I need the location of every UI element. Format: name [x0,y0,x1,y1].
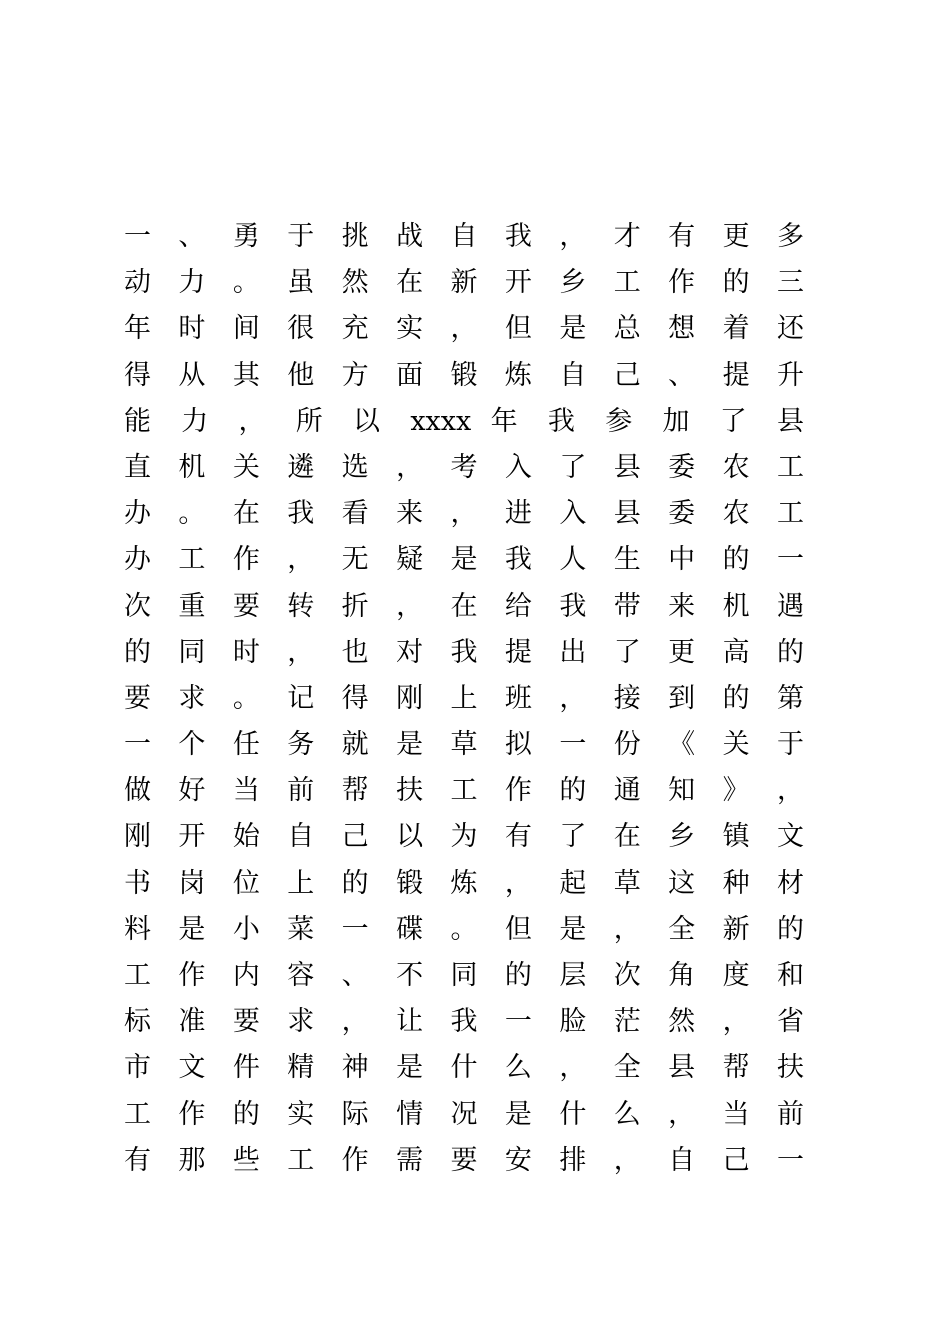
text-line: 得 从 其 他 方 面 锻 炼 自 己 、 提 升 [124,359,804,391]
text-line: 直 机 关 遴 选 ， 考 入 了 县 委 农 工 [124,451,804,483]
text-line: 有 那 些 工 作 需 要 安 排 ， 自 己 一 [124,1144,804,1176]
text-line: 年 时 间 很 充 实 ， 但 是 总 想 着 还 [124,313,804,345]
text-line: 要 求 。 记 得 刚 上 班 ， 接 到 的 第 [124,682,804,714]
text-line: 书 岗 位 上 的 锻 炼 ， 起 草 这 种 材 [124,867,804,899]
text-line: 办 工 作 ， 无 疑 是 我 人 生 中 的 一 [124,544,804,576]
text-line: 刚 开 始 自 己 以 为 有 了 在 乡 镇 文 [124,821,804,853]
text-line: 市 文 件 精 神 是 什 么 ， 全 县 帮 扶 [124,1052,804,1084]
text-line: 料 是 小 菜 一 碟 。 但 是 ， 全 新 的 [124,913,804,945]
body-text [124,214,804,1184]
text-line: 工 作 的 实 际 情 况 是 什 么 ， 当 前 [124,1098,804,1130]
text-line: 一 、 勇 于 挑 战 自 我 ， 才 有 更 多 [124,221,804,252]
text-line: 办 。 在 我 看 来 ， 进 入 县 委 农 工 [124,498,804,530]
text-line: 做 好 当 前 帮 扶 工 作 的 通 知 》 ， [124,775,804,807]
text-line: 动 力 。 虽 然 在 新 开 乡 工 作 的 三 [124,267,804,299]
text-line: 标 准 要 求 ， 让 我 一 脸 茫 然 ， 省 [124,1006,804,1038]
text-line: 一 个 任 务 就 是 草 拟 一 份 《 关 于 [124,729,804,761]
text-line: 次 重 要 转 折 ， 在 给 我 带 来 机 遇 [124,590,804,622]
text-line: 能 力 ， 所 以 xxxx 年 我 参 加 了 县 [124,405,804,437]
text-line: 工 作 内 容 、 不 同 的 层 次 角 度 和 [124,960,804,991]
text-line: 的 同 时 ， 也 对 我 提 出 了 更 高 的 [124,636,804,668]
